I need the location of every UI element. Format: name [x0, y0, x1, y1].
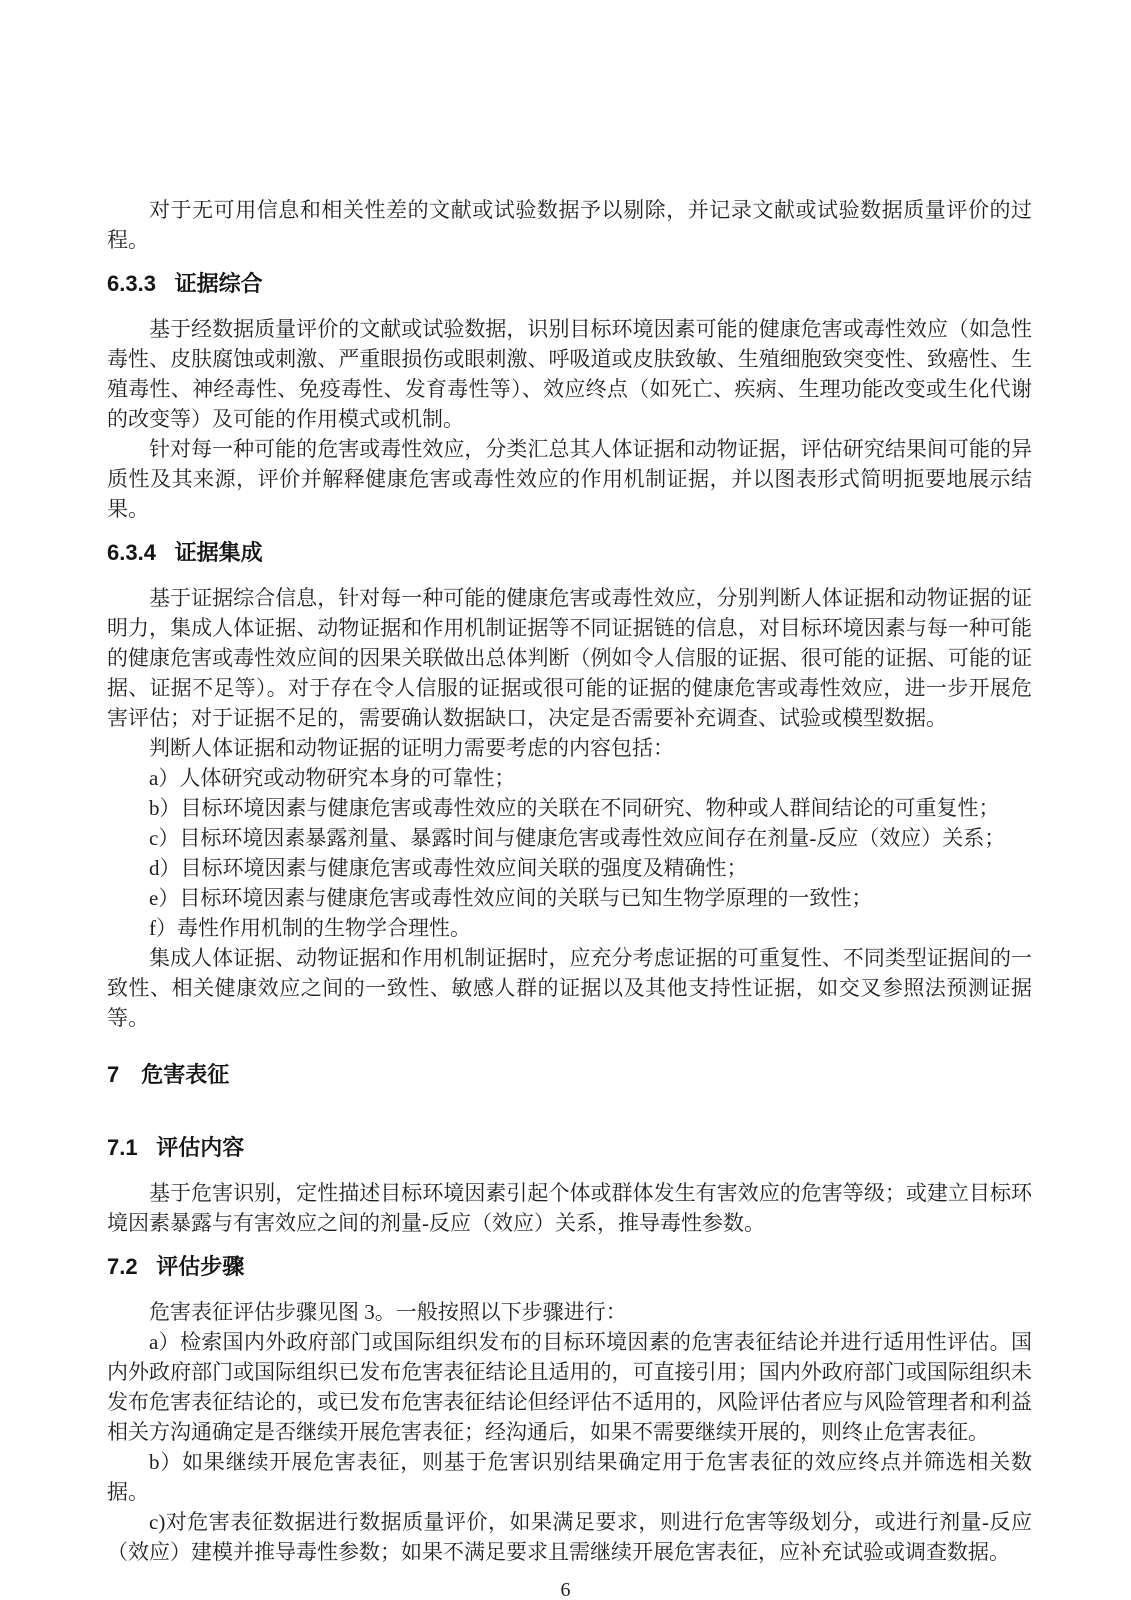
paragraph: 针对每一种可能的危害或毒性效应，分类汇总其人体证据和动物证据，评估研究结果间可能的异质性及其来源，评价并解释健康危害或毒性效应的作用机制证据，并以图表形式简明扼要地展示结果。: [107, 437, 1032, 521]
heading-number: 6.3.4: [107, 540, 156, 565]
heading-title: 评估内容: [156, 1135, 245, 1160]
heading-number: 7.2: [107, 1254, 138, 1279]
list-item-paragraph: a）人体研究或动物研究本身的可靠性；: [149, 766, 516, 790]
list-item-paragraph: c)对危害表征数据进行数据质量评价，如果满足要求，则进行危害等级划分，或进行剂量-反应（效应）建模并推导毒性参数；如果不满足要求且需继续开展危害表征，应补充试验或调查数据。: [107, 1510, 1032, 1564]
heading-title: 证据综合: [174, 271, 263, 296]
page-footer: [0, 1579, 1131, 1600]
heading-title: 危害表征: [141, 1062, 230, 1087]
list-item-paragraph: b）目标环境因素与健康危害或毒性效应的关联在不同研究、物种或人群间结论的可重复性；: [149, 796, 1000, 820]
section-heading: [107, 1133, 1032, 1163]
list-item-paragraph: f）毒性作用机制的生物学合理性。: [149, 916, 471, 940]
list-item-paragraph: d）目标环境因素与健康危害或毒性效应间关联的强度及精确性；: [149, 856, 748, 880]
paragraph: 危害表征评估步骤见图 3。一般按照以下步骤进行：: [149, 1300, 627, 1324]
paragraph: 判断人体证据和动物证据的证明力需要考虑的内容包括：: [149, 736, 674, 760]
chapter-heading: [107, 1060, 1032, 1090]
page-number: 6: [560, 1579, 571, 1600]
list-item-paragraph: b）如果继续开展危害表征，则基于危害识别结果确定用于危害表征的效应终点并筛选相关数据。: [107, 1450, 1032, 1504]
list-item-paragraph: c）目标环境因素暴露剂量、暴露时间与健康危害或毒性效应间存在剂量-反应（效应）关系；: [149, 826, 1006, 850]
paragraph: 集成人体证据、动物证据和作用机制证据时，应充分考虑证据的可重复性、不同类型证据间的一致性、相关健康效应之间的一致性、敏感人群的证据以及其他支持性证据，如交叉参照法预测证据等。: [107, 946, 1032, 1030]
section-heading: [107, 1252, 1032, 1282]
paragraph: 基于经数据质量评价的文献或试验数据，识别目标环境因素可能的健康危害或毒性效应（如急性毒性、皮肤腐蚀或刺激、严重眼损伤或眼刺激、呼吸道或皮肤致敏、生殖细胞致突变性、致癌性、生殖毒性、神经毒性、免疫毒性、发育毒性等）、效应终点（如死亡、疾病、生理功能改变或生化代谢的改变等）及可能的作用模式或机制。: [107, 317, 1032, 431]
heading-title: 证据集成: [174, 540, 263, 565]
heading-number: 7: [107, 1062, 120, 1087]
list-item-paragraph: e）目标环境因素与健康危害或毒性效应间的关联与已知生物学原理的一致性；: [149, 886, 873, 910]
heading-number: 7.1: [107, 1135, 138, 1160]
heading-title: 评估步骤: [156, 1254, 245, 1279]
section-heading: [107, 269, 1032, 299]
list-item-paragraph: a）检索国内外政府部门或国际组织发布的目标环境因素的危害表征结论并进行适用性评估。国内外政府部门或国际组织已发布危害表征结论且适用的，可直接引用；国内外政府部门或国际组织未发布危害表征结论的，或已发布危害表征结论但经评估不适用的，风险评估者应与风险管理者和利益相关方沟通确定是否继续开展危害表征；经沟通后，如果不需要继续开展的，则终止危害表征。: [107, 1330, 1032, 1444]
section-heading: [107, 538, 1032, 568]
paragraph: 基于危害识别，定性描述目标环境因素引起个体或群体发生有害效应的危害等级；或建立目标环境因素暴露与有害效应之间的剂量-反应（效应）关系，推导毒性参数。: [107, 1181, 1032, 1235]
heading-number: 6.3.3: [107, 271, 156, 296]
paragraph: 对于无可用信息和相关性差的文献或试验数据予以剔除，并记录文献或试验数据质量评价的过程。: [107, 198, 1032, 252]
paragraph: 基于证据综合信息，针对每一种可能的健康危害或毒性效应，分别判断人体证据和动物证据的证明力，集成人体证据、动物证据和作用机制证据等不同证据链的信息，对目标环境因素与每一种可能的健康危害或毒性效应间的因果关联做出总体判断（例如令人信服的证据、很可能的证据、可能的证据、证据不足等）。对于存在令人信服的证据或很可能的证据的健康危害或毒性效应，进一步开展危害评估；对于证据不足的，需要确认数据缺口，决定是否需要补充调查、试验或模型数据。: [107, 586, 1032, 730]
